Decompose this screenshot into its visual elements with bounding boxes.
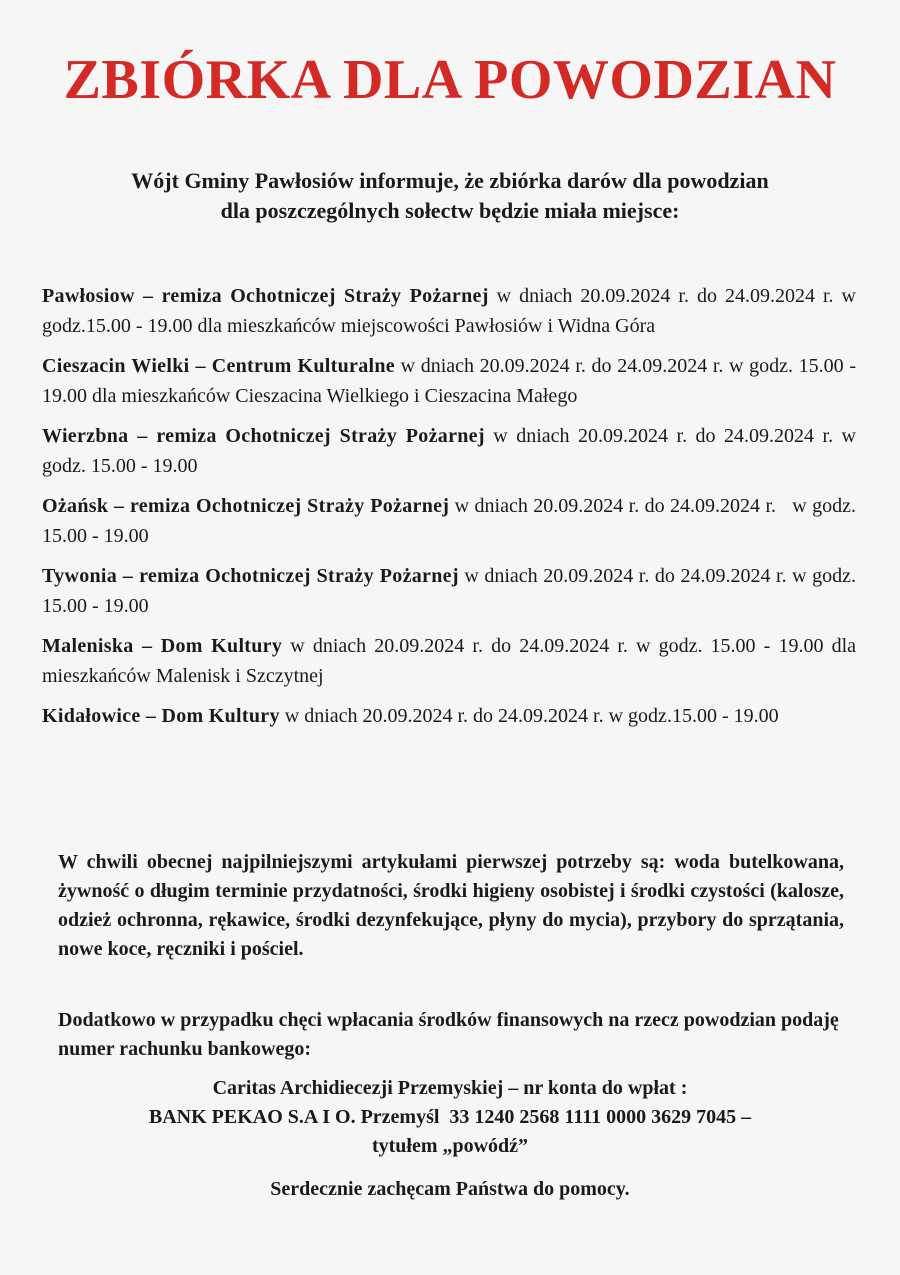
intro-line-2: dla poszczególnych sołectw będzie miała miejsce: bbox=[220, 198, 680, 223]
account-line-1: Caritas Archidiecezji Przemyskiej – nr konta do wpłat : bbox=[212, 1077, 688, 1099]
location-item-cieszacin-wielki bbox=[42, 352, 856, 411]
location-name: Maleniska – Dom Kultury bbox=[42, 635, 283, 657]
location-name: Pawłosiow – remiza Ochotniczej Straży Pożarnej bbox=[42, 285, 489, 307]
location-name: Ożańsk – remiza Ochotniczej Straży Pożarnej bbox=[42, 495, 450, 517]
account-line-3: tytułem „powódź” bbox=[371, 1135, 529, 1157]
location-details: w dniach 20.09.2024 r. do 24.09.2024 r. w godz. 15.00 - 19.00 bbox=[42, 425, 856, 477]
location-details: w dniach 20.09.2024 r. do 24.09.2024 r. w godz. 15.00 - 19.00 bbox=[42, 565, 857, 617]
location-item-maleniska bbox=[42, 632, 856, 691]
location-details: w dniach 20.09.2024 r. do 24.09.2024 r. w godz.15.00 - 19.00 dla mieszkańców miejscowości Pawłosiów i Widna Góra bbox=[42, 285, 856, 337]
location-item-ozansk bbox=[42, 492, 861, 551]
closing-text: Serdecznie zachęcam Państwa do pomocy. bbox=[270, 1178, 630, 1200]
intro-line-1: Wójt Gminy Pawłosiów informuje, że zbiórka darów dla powodzian bbox=[131, 168, 769, 193]
locations-list bbox=[42, 282, 861, 743]
location-name: Tywonia – remiza Ochotniczej Straży Pożarnej bbox=[42, 565, 459, 587]
location-name: Wierzbna – remiza Ochotniczej Straży Pożarnej bbox=[42, 425, 485, 447]
location-item-kidalowice bbox=[42, 702, 856, 732]
needs-paragraph: W chwili obecnej najpilniejszymi artykułami pierwszej potrzeby są: woda butelkowana, żywność o długim terminie przydatności, środki higieny osobistej i środki czystości (kalosze, odzież ochronna, rękawice, środki dezynfekujące, płyny do mycia), przybory do sprzątania, nowe koce, ręczniki i pościel. bbox=[58, 851, 844, 960]
location-details: w dniach 20.09.2024 r. do 24.09.2024 r. w godz.15.00 - 19.00 bbox=[279, 705, 779, 727]
donation-paragraph: Dodatkowo w przypadku chęci wpłacania środków finansowych na rzecz powodzian podaję numer rachunku bankowego: bbox=[58, 1009, 839, 1060]
location-item-wierzbna bbox=[42, 422, 856, 481]
bank-account-info bbox=[0, 1074, 900, 1161]
account-line-2: BANK PEKAO S.A I O. Przemyśl 33 1240 2568 1111 0000 3629 7045 – bbox=[148, 1106, 752, 1128]
location-name: Cieszacin Wielki – Centrum Kulturalne bbox=[42, 355, 395, 377]
page-title: ZBIÓRKA DLA POWODZIAN bbox=[63, 49, 837, 111]
location-details: w dniach 20.09.2024 r. do 24.09.2024 r. w godz. 15.00 - 19.00 dla mieszkańców Malenisk i Szczytnej bbox=[42, 635, 857, 687]
location-details: w dniach 20.09.2024 r. do 24.09.2024 r. w godz. 15.00 - 19.00 dla mieszkańców Cieszacina Wielkiego i Cieszacina Małego bbox=[42, 355, 856, 407]
location-details: w dniach 20.09.2024 r. do 24.09.2024 r. w godz. 15.00 - 19.00 bbox=[42, 495, 861, 547]
location-item-pawlosiow bbox=[42, 282, 856, 341]
intro-text bbox=[40, 166, 860, 226]
location-item-tywonia bbox=[42, 562, 856, 621]
location-name: Kidałowice – Dom Kultury bbox=[42, 705, 280, 727]
